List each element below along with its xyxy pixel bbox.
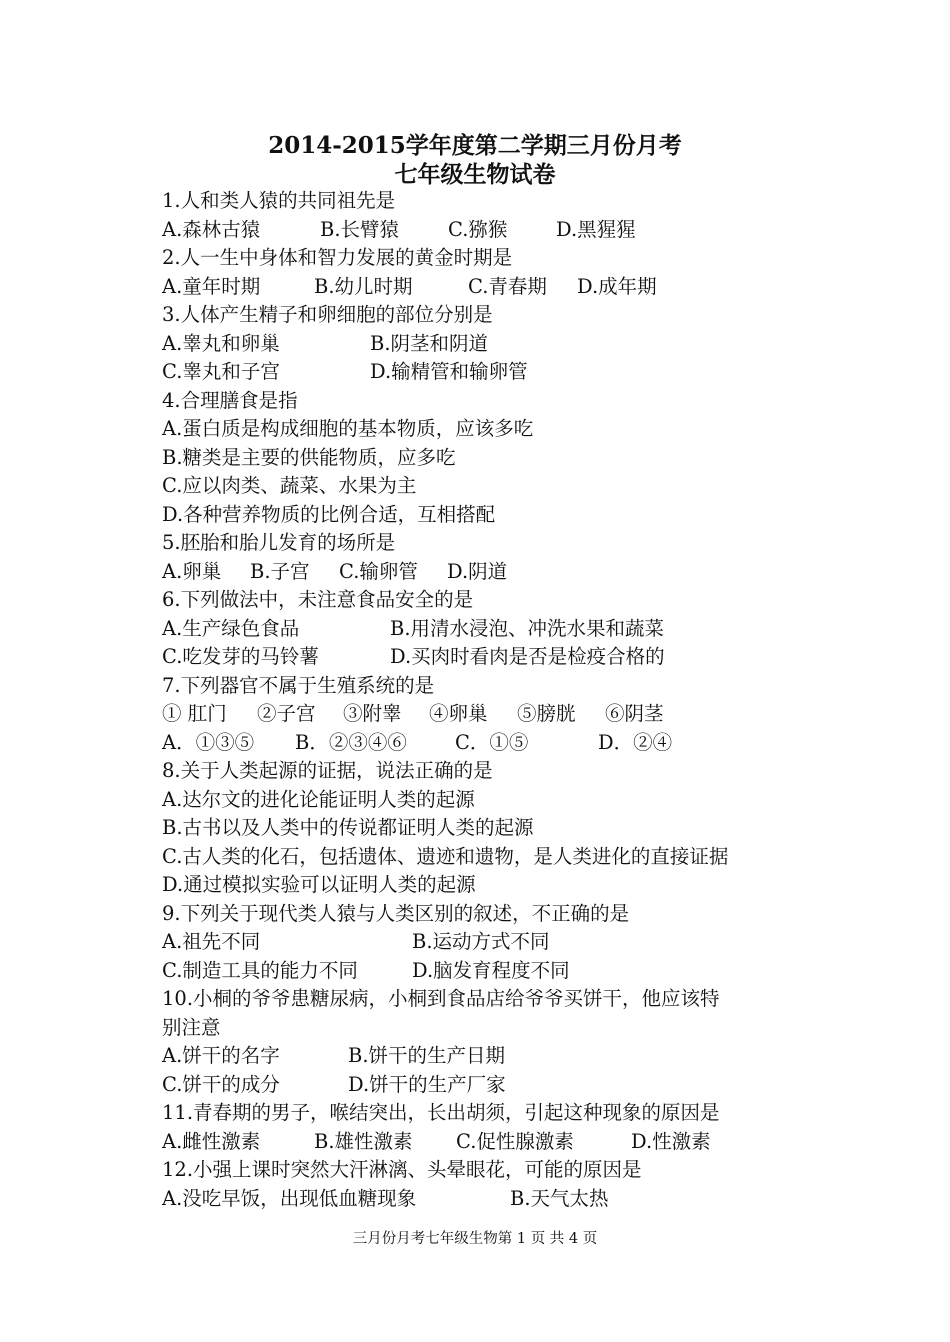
answer-option: B.雄性激素 bbox=[314, 1129, 413, 1153]
options-line bbox=[162, 928, 802, 957]
answer-option: ②子宫 bbox=[257, 702, 316, 725]
question-line bbox=[162, 786, 802, 815]
answer-option: A.雌性激素 bbox=[162, 1129, 261, 1153]
question-line bbox=[162, 1099, 802, 1128]
question-text: 4.合理膳食是指 bbox=[162, 388, 298, 412]
page-footer: 三月份月考七年级生物第 1 页 共 4 页 bbox=[352, 1231, 598, 1247]
answer-option: C.输卵管 bbox=[339, 559, 418, 583]
question-text: B.古书以及人类中的传说都证明人类的起源 bbox=[162, 816, 534, 839]
answer-option: C.青春期 bbox=[468, 274, 547, 298]
answer-option: D.性激素 bbox=[631, 1129, 711, 1153]
question-line bbox=[162, 1156, 802, 1185]
options-line bbox=[162, 643, 802, 672]
question-line bbox=[162, 387, 802, 416]
question-line bbox=[162, 301, 802, 330]
question-text: D.各种营养物质的比例合适，互相搭配 bbox=[162, 502, 496, 526]
question-list bbox=[162, 187, 802, 1213]
question-line bbox=[162, 757, 802, 786]
options-line bbox=[162, 216, 802, 245]
options-line bbox=[162, 957, 802, 986]
answer-option: B.天气太热 bbox=[510, 1186, 609, 1210]
answer-option: A.生产绿色食品 bbox=[162, 616, 300, 640]
options-line bbox=[162, 358, 802, 387]
question-text: B.糖类是主要的供能物质，应多吃 bbox=[162, 445, 456, 469]
question-text: C.应以肉类、蔬菜、水果为主 bbox=[162, 474, 417, 497]
answer-option: B.幼儿时期 bbox=[314, 274, 413, 298]
question-line bbox=[162, 244, 802, 273]
answer-option: ① 肛门 bbox=[162, 702, 227, 725]
question-text: 2.人一生中身体和智力发展的黄金时期是 bbox=[162, 246, 513, 269]
answer-option: C.饼干的成分 bbox=[162, 1072, 280, 1096]
exam-title-line1: 2014-2015学年度第二学期三月份月考 bbox=[268, 132, 682, 159]
question-text: 10.小桐的爷爷患糖尿病，小桐到食品店给爷爷买饼干，他应该特 bbox=[162, 987, 720, 1010]
answer-option: C.睾丸和子宫 bbox=[162, 360, 280, 383]
answer-option: D.成年期 bbox=[577, 274, 657, 298]
answer-option: ③附睾 bbox=[343, 702, 402, 725]
question-line bbox=[162, 900, 802, 929]
exam-title-line2: 七年级生物试卷 bbox=[394, 161, 556, 188]
options-line bbox=[162, 558, 802, 587]
answer-option: B.饼干的生产日期 bbox=[348, 1044, 506, 1067]
answer-option: B.阴茎和阴道 bbox=[370, 331, 489, 355]
question-text: 11.青春期的男子，喉结突出，长出胡须，引起这种现象的原因是 bbox=[162, 1101, 720, 1124]
answer-option: ④卵巢 bbox=[429, 702, 488, 725]
question-text: 5.胚胎和胎儿发育的场所是 bbox=[162, 531, 396, 554]
answer-option: D.黑猩猩 bbox=[556, 217, 636, 241]
question-text: 1.人和类人猿的共同祖先是 bbox=[162, 189, 396, 212]
question-text: 别注意 bbox=[162, 1015, 221, 1039]
question-line bbox=[162, 1014, 802, 1043]
question-line bbox=[162, 501, 802, 530]
question-text: A.蛋白质是构成细胞的基本物质，应该多吃 bbox=[162, 417, 534, 440]
question-line bbox=[162, 672, 802, 701]
answer-option: C.吃发芽的马铃薯 bbox=[162, 645, 319, 668]
question-line bbox=[162, 586, 802, 615]
answer-option: A.卵巢 bbox=[162, 559, 222, 583]
options-line bbox=[162, 1185, 802, 1214]
answer-option: D.买肉时看肉是否是检疫合格的 bbox=[390, 645, 665, 668]
options-line bbox=[162, 1071, 802, 1100]
answer-option: D．②④ bbox=[598, 730, 673, 754]
question-text: 9.下列关于现代类人猿与人类区别的叙述，不正确的是 bbox=[162, 901, 630, 925]
answer-option: B.运动方式不同 bbox=[412, 930, 550, 953]
question-line bbox=[162, 985, 802, 1014]
answer-option: D.饼干的生产厂家 bbox=[348, 1072, 506, 1096]
answer-option: B．②③④⑥ bbox=[295, 730, 407, 754]
question-line bbox=[162, 415, 802, 444]
question-line bbox=[162, 187, 802, 216]
answer-option: A.饼干的名字 bbox=[162, 1044, 280, 1067]
answer-option: A.祖先不同 bbox=[162, 930, 261, 953]
answer-option: D.输精管和输卵管 bbox=[370, 360, 528, 383]
question-line bbox=[162, 444, 802, 473]
question-text: A.达尔文的进化论能证明人类的起源 bbox=[162, 787, 475, 811]
answer-option: B.用清水浸泡、冲洗水果和蔬菜 bbox=[390, 616, 665, 640]
answer-option: C.制造工具的能力不同 bbox=[162, 958, 358, 982]
question-text: 8.关于人类起源的证据，说法正确的是 bbox=[162, 759, 493, 782]
answer-option: A．①③⑤ bbox=[162, 730, 255, 754]
question-line bbox=[162, 814, 802, 843]
question-text: D.通过模拟实验可以证明人类的起源 bbox=[162, 873, 476, 896]
answer-option: ⑤膀胱 bbox=[517, 702, 576, 725]
answer-option: C.促性腺激素 bbox=[456, 1129, 574, 1153]
answer-option: A.森林古猿 bbox=[162, 217, 261, 241]
question-line bbox=[162, 472, 802, 501]
options-line bbox=[162, 615, 802, 644]
answer-option: C.猕猴 bbox=[448, 217, 508, 241]
options-line bbox=[162, 1128, 802, 1157]
question-line bbox=[162, 843, 802, 872]
question-line bbox=[162, 529, 802, 558]
question-text: 12.小强上课时突然大汗淋漓、头晕眼花，可能的原因是 bbox=[162, 1158, 642, 1181]
question-line bbox=[162, 871, 802, 900]
options-line bbox=[162, 700, 802, 729]
answer-option: A.童年时期 bbox=[162, 274, 261, 298]
options-line bbox=[162, 1042, 802, 1071]
question-text: C.古人类的化石，包括遗体、遗迹和遗物，是人类进化的直接证据 bbox=[162, 844, 729, 868]
answer-option: D.脑发育程度不同 bbox=[412, 958, 570, 982]
options-line bbox=[162, 273, 802, 302]
answer-option: B.子宫 bbox=[250, 559, 310, 583]
options-line bbox=[162, 729, 802, 758]
answer-option: A.睾丸和卵巢 bbox=[162, 331, 280, 355]
answer-option: D.阴道 bbox=[447, 559, 508, 583]
question-text: 7.下列器官不属于生殖系统的是 bbox=[162, 673, 435, 697]
question-text: 6.下列做法中，未注意食品安全的是 bbox=[162, 588, 474, 611]
options-line bbox=[162, 330, 802, 359]
answer-option: B.长臂猿 bbox=[320, 217, 400, 241]
answer-option: ⑥阴茎 bbox=[605, 702, 664, 725]
answer-option: A.没吃早饭，出现低血糖现象 bbox=[162, 1186, 417, 1210]
answer-option: C．①⑤ bbox=[455, 730, 529, 754]
question-text: 3.人体产生精子和卵细胞的部位分别是 bbox=[162, 303, 493, 326]
